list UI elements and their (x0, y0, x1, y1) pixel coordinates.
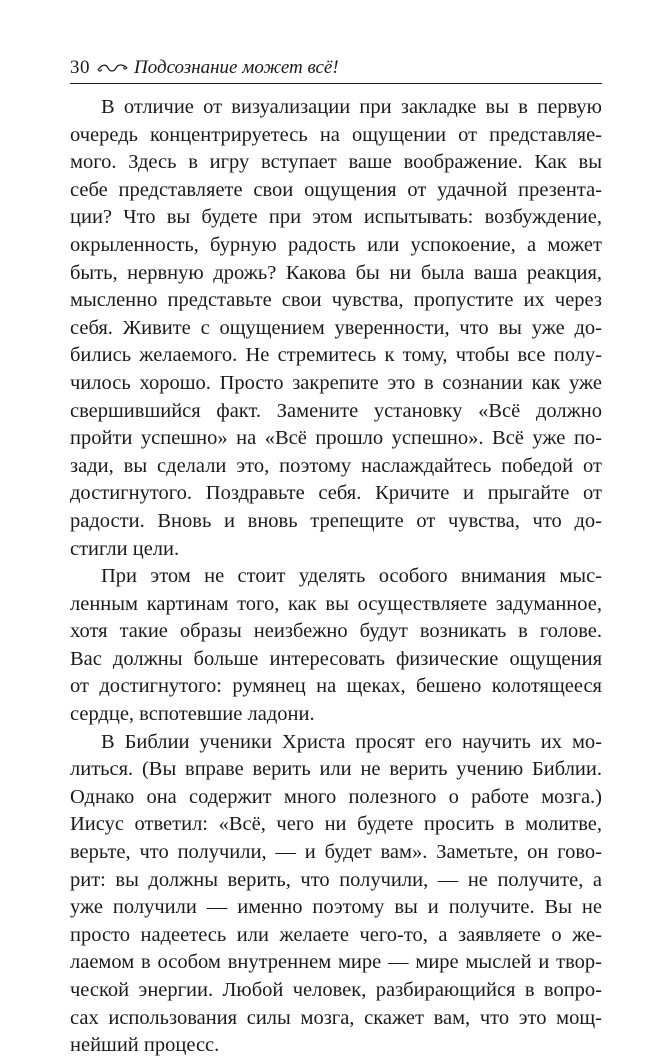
text-line: нейший процесс. (70, 1034, 220, 1057)
text-line: себе представляете свои ощущения от удачной презента- (70, 178, 602, 201)
text-line: лаемом в особом внутреннем мире — мире мыслей и твор- (70, 951, 602, 974)
text-line: от достигнутого: румянец на щеках, бешено колотящееся (70, 675, 602, 698)
text-line: сах использования силы мозга, скажет вам, что это мощ- (70, 1006, 602, 1029)
text-line: пройти успешно» на «Всё прошло успешно». Всё уже по- (70, 427, 602, 450)
text-line: ленным картинам того, как вы осуществляете задуманное, (70, 592, 602, 615)
text-line: уже получили — именно поэтому вы и получите. Вы не (70, 896, 602, 919)
header-rule (70, 83, 602, 84)
flourish-ornament-icon (96, 61, 130, 75)
text-line: В Библии ученики Христа просят его научить их мо- (101, 730, 602, 753)
text-line: При этом не стоит уделять особого внимания мыс- (101, 565, 602, 588)
text-line: достигнутого. Поздравьте себя. Кричите и прыгайте от (70, 482, 602, 505)
text-line: очередь концентрируетесь на ощущении от представляе- (70, 123, 602, 146)
text-line: сердце, вспотевшие ладони. (70, 703, 315, 726)
paragraph-3 (70, 729, 602, 1060)
text-line: литься. (Вы вправе верить или не верить учению Библии. (70, 758, 602, 781)
page-body (70, 94, 602, 1060)
text-line: радости. Вновь и вновь трепещите от чувства, что до- (70, 509, 602, 532)
paragraph-1 (70, 94, 602, 563)
text-line: ции? Что вы будете при этом испытывать: возбуждение, (70, 206, 602, 229)
text-line: Иисус ответил: «Всё, чего ни будете просить в молитве, (70, 813, 602, 836)
text-line: окрыленность, бурную радость или успокоение, а может (70, 233, 602, 256)
text-line: зади, вы сделали это, поэтому наслаждайтесь победой от (70, 454, 602, 477)
text-line: чилось хорошо. Просто закрепите это в сознании как уже (70, 371, 602, 394)
text-line: бились желаемого. Не стремитесь к тому, чтобы все полу- (70, 344, 602, 367)
text-line: просто надеетесь или желаете чего-то, а заявляете о же- (70, 923, 602, 946)
text-line: свершившийся факт. Замените установку «Всё должно (70, 399, 602, 422)
text-line: мысленно представьте свои чувства, пропустите их через (70, 289, 602, 312)
running-title: Подсознание может всё! (134, 57, 339, 78)
text-line: себя. Живите с ощущением уверенности, что вы уже до- (70, 316, 602, 339)
text-line: верьте, что получили, — и будет вам». Заметьте, он гово- (70, 841, 602, 864)
text-line: хотя такие образы неизбежно будут возникать в голове. (70, 620, 602, 643)
paragraph-2 (70, 563, 602, 729)
text-line: Вас должны больше интересовать физические ощущения (70, 647, 602, 670)
text-line: стигли цели. (70, 537, 180, 560)
running-header (70, 56, 602, 80)
text-line: быть, нервную дрожь? Какова бы ни была ваша реакция, (70, 261, 602, 284)
text-line: мого. Здесь в игру вступает ваше воображение. Как вы (70, 151, 602, 174)
page-number: 30 (70, 57, 90, 78)
text-line: Однако она содержит много полезного о работе мозга.) (70, 785, 602, 808)
text-line: В отличие от визуализации при закладке вы в первую (101, 96, 602, 118)
text-line: рит: вы должны верить, что получили, — не получите, а (70, 868, 602, 891)
text-line: ческой энергии. Любой человек, разбирающийся в вопро- (70, 979, 602, 1001)
